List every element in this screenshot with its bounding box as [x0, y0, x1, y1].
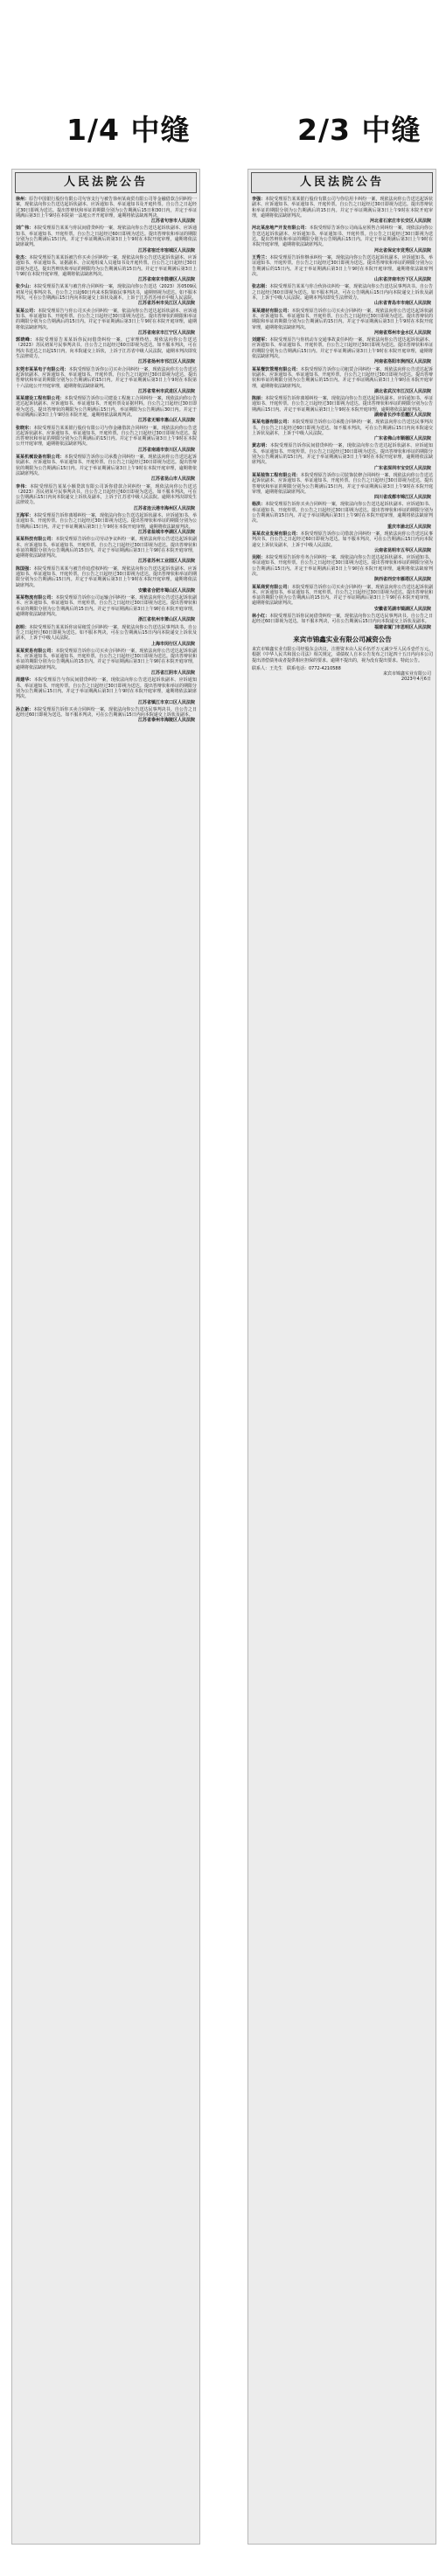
notice-addressee: 张杰： [16, 254, 30, 260]
notice-addressee: 刘建军： [252, 337, 270, 344]
notice-court-signature: 江苏省盐城市亭湖区人民法院 [137, 529, 195, 535]
notice-court-signature: 安徽省芜湖市镜湖区人民法院 [373, 606, 431, 612]
notice-court-signature: 江苏省泰州市海陵区人民法院 [137, 718, 195, 724]
notice-paragraph [16, 677, 197, 699]
notice-paragraph [16, 707, 197, 719]
notice-addressee: 陈丽： [252, 396, 266, 402]
notice-court-signature: 江苏省苏州市吴江区人民法院 [137, 301, 195, 307]
notice-body: 本院受理原告某某诉你房屋租赁合同纠纷一案，现依法向你公告送达民事判决书。自公告之日起经过60日即视为送达。如不服本判决，可在公告期满后15日内向本院递交上诉状及副本，上诉于中级人民法院。 [16, 624, 197, 642]
notice-body: 本院受理原告诉你民间借贷纠纷一案，现依法向你公告送达起诉状副本、应诉通知书、举证通知书、开庭传票。自公告之日起经过30日即视为送达。提出答辩状和举证的期限分别为公告期满后的15日内。并定于举证期满后第3日上午9时在本院开庭审理，逾期将依法缺席判决。 [252, 443, 433, 466]
newspaper-column-left [11, 169, 200, 2545]
announcement-company: 来宾市锦鑫实业有限公司 [382, 671, 431, 677]
notice-body: 本院受理原告诉你公司劳动争议纠纷一案，现依法向你公告送达起诉状副本、应诉通知书、举证通知书、开庭传票。自公告之日起经过30日即视为送达。提出答辩状和举证的期限分别为公告期满后的15日内。并定于举证期满后第3日上午9时在本院开庭审理，逾期将依法缺席判决。 [16, 537, 197, 559]
notice-body: 本院受理原告诉你离婚纠纷一案，现依法向你公告送达起诉状副本、应诉通知书、举证通知书、开庭传票。自公告之日起经过30日即视为送达。提出答辩状和举证的期限分别为公告期满后15日内。并定于举证期满后第3日上午9时在本院开庭审理，逾期将依法缺席判决。 [252, 396, 433, 413]
notice-paragraph [252, 443, 433, 465]
notice-body: 本院受理原告某某诉你民间借贷纠纷一案，已审理终结。现依法向你公告送达（2023）苏民初某号民事判决书。自公告之日起经过60日即视为送达。如不服本判决，可在判决书送达之日起15日内，向本院递交上诉状，上诉于江苏省中级人民法院，逾期本判决即发生法律效力。 [16, 337, 197, 360]
notice-body: 本院受理原告诉你买卖合同纠纷一案，现依法向你公告送达起诉状副本、应诉通知书、举证通知书、开庭传票。自公告之日起经过30日即视为送达。提出答辩状和举证的期限分别为公告期满后的15日内。并定于举证期满后第3日上午9时在本院开庭审理，逾期将依法缺席判决。 [252, 502, 433, 524]
notice-paragraph [252, 197, 433, 219]
notice-addressee: 某某商贸有限公司： [252, 584, 292, 590]
notice-court-signature: 江苏省句容市人民法院 [150, 219, 195, 225]
notice-body: 本院受理原告与你公司买卖合同纠纷一案，依法向你公告送达起诉状副本、应诉通知书、举证通知书、开庭传票。自公告之日起经过30日即视为送达。提出答辩状的期限和举证的期限分别为公告期满后的15日内。并定于举证期满后第3日上午9时在本院开庭审理，逾期将依法缺席判决。 [16, 308, 197, 330]
notice-paragraph [252, 367, 433, 389]
notice-body: 本院受理原告与你民间借贷纠纷一案，现依法向你公告送达起诉状副本、应诉通知书、举证通知书、开庭传票。自公告之日起经过30日即视为送达。提出答辩状和举证的期限分别为公告期满后15日内。并定于举证期满后第3日上午9时在本院开庭审理，逾期将依法缺席判决。 [16, 677, 197, 700]
masthead-left: 人民法院公告 [15, 172, 197, 193]
notice-addressee: 某某公司： [16, 308, 38, 314]
notice-court-signature: 山东省济南市历下区人民法院 [373, 277, 431, 283]
notice-court-signature: 江苏省南京市江宁区人民法院 [137, 330, 195, 336]
notice-court-signature: 江苏省扬州市邗江区人民法院 [137, 359, 195, 365]
notice-addressee: 王秀兰： [252, 254, 270, 260]
notice-addressee: 某某贸易有限公司： [16, 648, 56, 654]
notice-paragraph [16, 484, 197, 506]
newspaper-column-right [247, 169, 436, 2545]
notice-paragraph [16, 337, 197, 359]
notice-paragraph [252, 473, 433, 495]
notice-addressee: 徐州： [16, 197, 30, 202]
notice-body: 本院受理原告诉你公司运输合同纠纷一案，现依法向你公告送达起诉状副本、应诉通知书、举证通知书、开庭传票。自公告之日起经过30日即视为送达。提出答辩状和举证的期限分别为公告期满后的15日内。并定于举证期满后第3日上午9时在本院开庭审理，逾期将依法缺席判决。 [16, 595, 197, 618]
notice-body: 原告中国银行股份有限公司句容支行与被告徐州某商贸有限公司等金融借款合同纠纷一案，现依法向你公告送达起诉状副本、应诉通知书、举证通知书及开庭传票。自公告之日起经过30日即视为送达。提出答辩状和举证的期限分别为公告期满后15日和30日内，并定于举证期满后第3日上午9时在本院第一法庭公开开庭审理，逾期将依法缺席判决。 [16, 197, 197, 219]
notice-court-signature: 江苏省南通市崇川区人民法院 [137, 447, 195, 453]
notice-court-signature: 云南省昆明市五华区人民法院 [373, 547, 431, 553]
notice-court-signature: 福建省厦门市思明区人民法院 [373, 624, 431, 630]
notice-body: 本院受理原告某某小额贷款有限公司诉你借款合同纠纷一案，现依法向你公告送达（2023）苏民初某号民事判决书。自公告之日起经过60日即视为送达。如不服本判决，可在公告期满后15日内向本院递交上诉状及副本，上诉于江苏省中级人民法院。逾期本判决即发生法律效力。 [16, 483, 197, 506]
notice-addressee: 某某科技有限公司： [16, 537, 56, 543]
notice-court-signature: 江苏省镇江市京口区人民法院 [137, 699, 195, 705]
notice-body: 本院受理原告诉你公司承揽合同纠纷一案，现依法向你公告送达民事判决书。自公告之日起经过60日即视为送达。如不服本判决，可在公告期满后15日内向本院递交上诉状及副本，上诉于中级人民法院。 [252, 420, 433, 436]
notice-court-signature: 湖南省长沙市岳麓区人民法院 [373, 412, 431, 418]
notice-list-right [248, 197, 436, 630]
right-column-title: 2/3 中缝 [297, 113, 422, 147]
notice-paragraph [252, 309, 433, 330]
notice-paragraph [252, 337, 433, 359]
notice-addressee: 李伟： [16, 483, 30, 490]
notice-addressee: 陈国强： [16, 566, 34, 572]
notice-court-signature: 浙江省杭州市萧山区人民法院 [137, 617, 195, 623]
notice-addressee: 吴刚： [252, 555, 266, 561]
notice-body: 本院受理原告诉你公司买卖合同纠纷一案，现依法向你公告送达起诉状副本、应诉通知书、举证通知书、开庭传票。自公告之日起经过30日即视为送达。提出答辩状的期限和举证的期限分别为公告期满后的15日内。并定于举证期满后第3日上午9时在本院开庭审理，逾期将依法缺席判决。 [252, 308, 433, 330]
notice-court-signature: 陕西省西安市雁塔区人民法院 [373, 577, 431, 583]
notice-addressee: 某某电器有限公司： [252, 420, 292, 426]
notice-paragraph [252, 531, 433, 548]
notice-body: 本院受理原告诉你公司买卖合同纠纷一案，现依法向你方公告送达起诉状副本、应诉通知书、举证通知书、开庭传票。自公告之日起经过30日即视为送达。提出答辩状和举证的期限分别为公告期满后的15日内。并定于举证期满后第3日上午9时在本院第十六法庭公开开庭审理，逾期将依法缺席裁判。 [16, 366, 197, 389]
notice-paragraph [16, 513, 197, 530]
notice-addressee: 东莞市某某电子有限公司： [16, 366, 69, 372]
left-column-title: 1/4 中缝 [66, 113, 191, 147]
notice-list-left [12, 197, 199, 724]
notice-court-signature: 江苏省昆山市人民法院 [150, 476, 195, 483]
notice-paragraph [252, 255, 433, 277]
notice-addressee: 郭晓峰： [16, 337, 35, 344]
notice-addressee: 某某餐饮管理有限公司： [252, 366, 301, 372]
notice-paragraph [16, 367, 197, 389]
notice-court-signature: 河南省洛阳市涧西区人民法院 [373, 359, 431, 365]
notice-body: 本院受理原告诉你公司装饰装修合同纠纷一案，现依法向你公告送达起诉状副本、应诉通知书、举证通知书、开庭传票。自公告之日起经过30日即视为送达。提出答辩状和举证的期限分别为公告期满后15日内。并定于举证期满后第3日上午9时在本院开庭审理，逾期将依法缺席判决。 [252, 472, 433, 495]
notice-body: 本院受理原告与你机动车交通事故责任纠纷一案，现依法向你公告送达起诉状副本、应诉通知书、举证通知书、开庭传票。自公告之日起经过30日即视为送达。提出答辩状和举证的期限分别为公告期满后15日内。并定于举证期满后第3日上午9时在本院开庭审理，逾期将依法缺席判决。 [252, 337, 433, 360]
notice-court-signature: 河北省保定市竞秀区人民法院 [373, 247, 431, 253]
notice-paragraph [16, 625, 197, 642]
notice-body: 本院受理原告某某与被告你追偿权纠纷一案，现依法向你公告送达起诉状副本、应诉通知书、举证通知书、开庭传票。自公告之日起经过30日即视为送达。提出答辩状和举证的期限分别为公告期满后15日内。并定于举证期满后第3日上午9时在本院开庭审理，逾期将依法缺席判决。 [16, 566, 197, 588]
notice-addressee: 黄志明： [252, 443, 270, 449]
notice-court-signature: 江苏省苏州工业园区人民法院 [137, 559, 195, 565]
notice-court-signature: 江苏省常州市武进区人民法院 [137, 388, 195, 394]
notice-addressee: 河北某房地产开发有限公司： [252, 226, 310, 232]
notice-paragraph [16, 309, 197, 330]
notice-addressee: 某某农业发展有限公司： [252, 531, 301, 537]
notice-body: 本院受理原告诉你公司建设工程施工合同纠纷一案，现依法向你公告送达起诉状副本、应诉通知书、举证通知书、开庭传票及证据材料。自公告之日起经过30日即视为送达。提出答辩状的期限为公告期满后15日内，举证期限为公告期满后30日内。并定于举证期满后第3日上午9时在本院开庭，逾期将依法缺席判决。 [16, 396, 197, 418]
notice-court-signature: 安徽省合肥市蜀山区人民法院 [137, 587, 195, 594]
notice-addressee: 张少山： [16, 284, 34, 290]
notice-addressee: 张晓东： [16, 425, 34, 431]
announcement-body: 来宾市锦鑫实业有限公司经股东会决议，注册资本由人民币伍仟万元减少至人民币壹仟万元。根据《中华人民共和国公司法》相关规定，请债权人自本公告发布之日起四十五日内向本公司提出清偿债务或者提供相应担保的要求。逾期不提出的，视为没有提出要求。特此公告。 [252, 646, 433, 663]
notice-addressee: 某某物流有限公司： [16, 595, 56, 601]
notice-court-signature: 江苏省南京市鼓楼区人民法院 [137, 277, 195, 283]
notice-paragraph [252, 396, 433, 413]
notice-paragraph [16, 537, 197, 559]
notice-addressee: 某某建设工程有限公司： [16, 396, 65, 402]
notice-addressee: 某某机械设备有限公司： [16, 455, 65, 461]
notice-addressee: 周建华： [16, 677, 34, 684]
notice-court-signature: 江苏省连云港市海州区人民法院 [133, 505, 195, 511]
notice-body: 本院受理原告诉你公司借款合同纠纷一案，现依法向你公告送达民事判决书。自公告之日起经过60日即视为送达。如不服本判决，可在公告期满后15日内向本院递交上诉状及副本，上诉于中级人民法院。 [252, 531, 433, 548]
notice-court-signature: 江苏省宿迁市宿城区人民法院 [137, 247, 195, 253]
notice-paragraph [252, 226, 433, 247]
notice-paragraph [16, 255, 197, 277]
notice-court-signature: 河南省郑州市金水区人民法院 [373, 330, 431, 336]
notice-paragraph [16, 226, 197, 247]
notice-body: 本院受理原告诉你公司租赁合同纠纷一案，现依法向你公告送达起诉状副本、应诉通知书、举证通知书、开庭传票。自公告之日起经过30日即视为送达。提出答辩状和举证的期限分别为公告期满后的15日内。并定于举证期满后第3日上午9时在本院开庭审理，逾期将依法缺席判决。 [252, 366, 433, 389]
notice-paragraph [16, 595, 197, 617]
announcement-date: 2023年4月6日 [401, 677, 431, 683]
notice-body: 本院受理原告诉你离婚纠纷一案，现依法向你公告送达起诉状副本、应诉通知书、举证通知书、开庭传票。自公告之日起经过30日即视为送达。提出答辩状和举证的期限分别为公告期满后15日内。并定于举证期满后第3日上午9时在本院开庭审理，逾期将依法缺席判决。 [16, 513, 197, 530]
notice-paragraph [252, 614, 433, 625]
notice-body: 本院受理原告诉你继承纠纷一案，现依法向你公告送达起诉状副本、应诉通知书、举证通知书、开庭传票。自公告之日起经过30日即视为送达。提出答辩状和举证的期限分别为公告期满后的15日内。并定于举证期满后第3日上午9时在本院开庭审理，逾期将依法缺席判决。 [252, 254, 433, 277]
notice-court-signature: 广东省深圳市宝安区人民法院 [373, 465, 431, 471]
notice-body: 本院受理原告某某与你民间借贷纠纷一案，现依法向你公告送达起诉状副本、应诉通知书、举证通知书、开庭传票。自公告之日起经过60日即视为送达。提出答辩状和举证的期限分别为公告期满后15日内。并定于举证期满后的第3日上午9时在本院开庭审理，逾期将依法缺席裁判。 [16, 226, 197, 248]
notice-paragraph [16, 649, 197, 670]
notice-paragraph [16, 455, 197, 476]
notice-paragraph [252, 555, 433, 577]
notice-body: 本院受理原告诉你公司买卖合同纠纷一案，现依法向你公告送达起诉状副本、应诉通知书、举证通知书、开庭传票。自公告之日起经过30日即视为送达。提出答辩状和举证的期限分别为公告期满后的15日内。并定于举证期满后第3日上午9时在本院开庭审理，逾期将依法缺席判决。 [16, 648, 197, 670]
notice-paragraph [16, 426, 197, 448]
notice-body: 本院受理原告某某诉被告你买卖合同纠纷一案，现依法向你公告送达起诉状副本、应诉通知书、举证通知书、证据副本、合议庭组成人员通知书及开庭传票。自公告之日起经过30日即视为送达。提出答辩状和举证的期限均为公告期满后的15日内。并定于举证期满后第3日上午9时在本院开庭审理，逾期将依法缺席判决。 [16, 254, 197, 277]
notice-paragraph [252, 284, 433, 301]
notice-court-signature: 江苏省江阴市人民法院 [150, 670, 195, 677]
notice-court-signature: 山东省青岛市市南区人民法院 [373, 301, 431, 307]
notice-addressee: 孙立新： [16, 706, 34, 712]
announcement-block [248, 635, 436, 683]
notice-body: 本院受理原告某某银行股份有限公司与你金融借款合同纠纷一案，现依法向你公告送达起诉状副本、应诉通知书、举证通知书、开庭传票。自公告之日起经过30日即视为送达。提出答辩状和举证的期限分别为公告期满后的15日内。并定于举证期满后第3日上午9时在本院公开开庭审理，逾期将依法缺席判决。 [16, 425, 197, 448]
announcement-contact: 联系人：王先生 联系电话：0772-4210588 [252, 665, 341, 671]
announcement-heading: 来宾市锦鑫实业有限公司减资公告 [293, 635, 392, 643]
notice-addressee: 林小红： [252, 614, 270, 620]
notice-addressee: 李强： [252, 197, 266, 202]
notice-addressee: 张志刚： [252, 284, 270, 290]
masthead-right: 人民法院公告 [251, 172, 433, 193]
notice-body: 本院受理原告某某与你合伙协议纠纷一案，现依法向你公告送达民事判决书。自公告之日起经过60日即视为送达。如不服本判决，可在公告期满后15日内向本院递交上诉状及副本，上诉于中级人民法院。逾期本判决即发生法律效力。 [252, 284, 433, 302]
notice-court-signature: 河北省石家庄市长安区人民法院 [369, 219, 431, 225]
notice-paragraph [252, 420, 433, 436]
notice-court-signature: 四川省成都市锦江区人民法院 [373, 495, 431, 501]
notice-paragraph [252, 502, 433, 524]
notice-court-signature: 江苏省无锡市惠山区人民法院 [137, 418, 195, 424]
notice-paragraph [16, 284, 197, 301]
notice-paragraph [16, 396, 197, 418]
notice-body: 本院受理原告诉你公司买卖合同纠纷一案，现依法向你公告送达起诉状副本、应诉通知书、举证通知书、开庭传票。自公告之日起经过30日即视为送达。提出答辩状和举证的期限分别为公告期满后的15日内。并定于举证期满后第3日上午9时在本院开庭审理，逾期将依法缺席判决。 [252, 584, 433, 607]
notice-body: 本院受理原告某某与被告你合同纠纷一案，现依法向你公告送达（2023）苏0509民初某号民事判决书。自公告之日起60日内来本院领取民事判决书，逾期则视为送达。如不服本判决，可在公告期满后15日内向本院递交上诉状及副本，上诉于江苏省苏州市中级人民法院。 [16, 284, 197, 302]
notice-paragraph [252, 585, 433, 607]
notice-court-signature: 上海市闵行区人民法院 [150, 641, 195, 647]
notice-court-signature: 广东省佛山市顺德区人民法院 [373, 436, 431, 442]
notice-addressee: 杨洪： [252, 502, 266, 508]
notice-addressee: 某某建材有限公司： [252, 308, 292, 314]
notice-court-signature: 湖北省武汉市江汉区人民法院 [373, 388, 431, 394]
notice-addressee: 某某装饰工程有限公司： [252, 472, 301, 478]
notice-paragraph [16, 566, 197, 588]
notice-body: 本院受理原告诉你公司承揽合同纠纷一案，现依法向你公告送达起诉状副本、应诉通知书、举证通知书、开庭传票。自公告之日起经过30日即视为送达。提出答辩状的期限为公告期满后15日内。并定于举证期满后第3日上午9时在本院开庭审理，逾期将依法缺席判决。 [16, 455, 197, 476]
notice-body: 本院受理原告诉你买卖合同纠纷一案，现依法向你公告送达民事判决书。自公告之日起经过60日即视为送达。如不服本判决，可在公告期满后15日内向本院递交上诉状及副本。 [16, 706, 197, 719]
notice-body: 本院受理原告诉你公司商品房预售合同纠纷一案，现依法向你公告送达起诉状副本、应诉通知书、举证通知书、开庭传票。自公告之日起经过30日即视为送达。提出答辩状和举证的期限分别为公告期满后15日内。并定于举证期满后第3日上午9时在本院开庭审理，逾期将依法缺席判决。 [252, 226, 433, 248]
notice-body: 本院受理原告某某银行股份有限公司与你信用卡纠纷一案，现依法向你公告送达起诉状副本、应诉通知书、举证通知书、开庭传票。自公告之日起经过30日即视为送达。提出答辩状和举证的期限分别为公告期满后的15日内。并定于举证期满后第3日上午9时在本院开庭审理，逾期将依法缺席判决。 [252, 197, 433, 219]
notice-body: 本院受理原告诉你民间借贷纠纷一案，现依法向你公告送达民事判决书。自公告之日起经过60日即视为送达。如不服本判决，可在公告期满后15日内向本院递交上诉状及副本。 [252, 614, 433, 625]
notice-addressee: 赵明： [16, 624, 30, 630]
notice-court-signature: 重庆市渝北区人民法院 [387, 524, 431, 530]
notice-addressee: 刘广伟： [16, 226, 34, 232]
notice-paragraph [16, 197, 197, 219]
notice-body: 本院受理原告诉你劳务合同纠纷一案，现依法向你公告送达起诉状副本、应诉通知书、举证通知书、开庭传票。自公告之日起经过30日即视为送达。提出答辩状和举证的期限分别为公告期满后15日内。并定于举证期满后第3日上午9时在本院开庭审理，逾期将依法缺席判决。 [252, 555, 433, 577]
notice-addressee: 王海军： [16, 513, 34, 519]
